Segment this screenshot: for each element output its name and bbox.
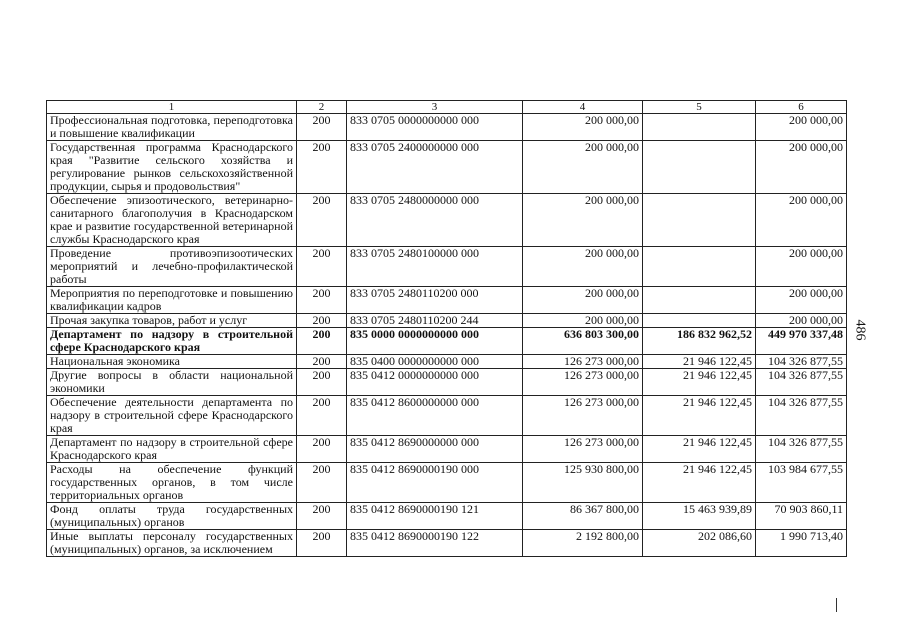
cell-kbk: 835 0000 0000000000 000	[347, 328, 523, 355]
cell-name: Иные выплаты персоналу государственных (муниципальных) органов, за исключением	[47, 530, 297, 557]
column-number: 1	[47, 101, 297, 114]
table-row	[47, 503, 847, 530]
column-number: 6	[756, 101, 847, 114]
cell-kbk: 835 0412 8690000000 000	[347, 436, 523, 463]
cell-code: 200	[297, 503, 347, 530]
cell-code: 200	[297, 355, 347, 369]
cell-v5	[643, 314, 756, 328]
table-row	[47, 114, 847, 141]
cell-code: 200	[297, 247, 347, 287]
table-row	[47, 355, 847, 369]
cell-v4: 126 273 000,00	[523, 436, 643, 463]
cell-name: Проведение противоэпизоотических мероприятий и лечебно-профилактической работы	[47, 247, 297, 287]
cell-code: 200	[297, 141, 347, 194]
cell-v6: 104 326 877,55	[756, 436, 847, 463]
table-row	[47, 369, 847, 396]
cell-name: Профессиональная подготовка, переподготовка и повышение квалификации	[47, 114, 297, 141]
cell-v4: 125 930 800,00	[523, 463, 643, 503]
table-row	[47, 141, 847, 194]
cell-v6: 200 000,00	[756, 247, 847, 287]
margin-mark	[836, 598, 837, 612]
budget-table	[46, 100, 847, 557]
column-number: 5	[643, 101, 756, 114]
cell-v6: 1 990 713,40	[756, 530, 847, 557]
cell-v6: 104 326 877,55	[756, 369, 847, 396]
table-row	[47, 530, 847, 557]
column-number: 3	[347, 101, 523, 114]
cell-v4: 200 000,00	[523, 247, 643, 287]
cell-v4: 200 000,00	[523, 114, 643, 141]
cell-v4: 636 803 300,00	[523, 328, 643, 355]
cell-v6: 103 984 677,55	[756, 463, 847, 503]
cell-v5: 21 946 122,45	[643, 355, 756, 369]
cell-v5	[643, 194, 756, 247]
cell-kbk: 835 0412 8690000190 000	[347, 463, 523, 503]
cell-name: Государственная программа Краснодарского края "Развитие сельского хозяйства и регулирование рынков сельскохозяйственной продукции, сырья и продовольствия"	[47, 141, 297, 194]
column-number: 2	[297, 101, 347, 114]
cell-v6: 104 326 877,55	[756, 355, 847, 369]
cell-v5: 21 946 122,45	[643, 436, 756, 463]
table-row	[47, 247, 847, 287]
cell-v4: 86 367 800,00	[523, 503, 643, 530]
cell-v4: 200 000,00	[523, 194, 643, 247]
table-row	[47, 463, 847, 503]
cell-v6: 200 000,00	[756, 141, 847, 194]
cell-kbk: 835 0400 0000000000 000	[347, 355, 523, 369]
cell-v6: 200 000,00	[756, 287, 847, 314]
cell-code: 200	[297, 114, 347, 141]
table-body	[47, 114, 847, 557]
cell-v6: 449 970 337,48	[756, 328, 847, 355]
cell-kbk: 835 0412 0000000000 000	[347, 369, 523, 396]
cell-v5: 15 463 939,89	[643, 503, 756, 530]
cell-v4: 2 192 800,00	[523, 530, 643, 557]
cell-kbk: 835 0412 8600000000 000	[347, 396, 523, 436]
cell-kbk: 833 0705 2400000000 000	[347, 141, 523, 194]
cell-v4: 200 000,00	[523, 287, 643, 314]
cell-kbk: 833 0705 2480000000 000	[347, 194, 523, 247]
cell-v5: 186 832 962,52	[643, 328, 756, 355]
cell-v6: 104 326 877,55	[756, 396, 847, 436]
cell-name: Расходы на обеспечение функций государственных органов, в том числе территориальных органов	[47, 463, 297, 503]
cell-name: Мероприятия по переподготовке и повышению квалификации кадров	[47, 287, 297, 314]
cell-v5: 21 946 122,45	[643, 369, 756, 396]
table-row	[47, 194, 847, 247]
cell-v5	[643, 287, 756, 314]
cell-code: 200	[297, 396, 347, 436]
column-number: 4	[523, 101, 643, 114]
cell-kbk: 833 0705 2480100000 000	[347, 247, 523, 287]
cell-name: Другие вопросы в области национальной экономики	[47, 369, 297, 396]
cell-v5	[643, 114, 756, 141]
cell-kbk: 833 0705 2480110200 244	[347, 314, 523, 328]
cell-v6: 200 000,00	[756, 314, 847, 328]
cell-v5: 21 946 122,45	[643, 463, 756, 503]
cell-code: 200	[297, 328, 347, 355]
cell-name: Обеспечение деятельности департамента по надзору в строительной сфере Краснодарского края	[47, 396, 297, 436]
cell-name: Департамент по надзору в строительной сфере Краснодарского края	[47, 436, 297, 463]
cell-kbk: 833 0705 2480110200 000	[347, 287, 523, 314]
cell-v4: 200 000,00	[523, 314, 643, 328]
cell-code: 200	[297, 530, 347, 557]
table-row	[47, 328, 847, 355]
cell-v5: 202 086,60	[643, 530, 756, 557]
cell-code: 200	[297, 287, 347, 314]
cell-code: 200	[297, 369, 347, 396]
cell-v4: 126 273 000,00	[523, 355, 643, 369]
cell-name: Прочая закупка товаров, работ и услуг	[47, 314, 297, 328]
cell-v4: 126 273 000,00	[523, 396, 643, 436]
table-row	[47, 287, 847, 314]
table-row	[47, 436, 847, 463]
cell-kbk: 835 0412 8690000190 121	[347, 503, 523, 530]
column-numbers-row	[47, 101, 847, 114]
page-number: 486	[852, 319, 868, 341]
cell-name: Фонд оплаты труда государственных (муниципальных) органов	[47, 503, 297, 530]
cell-code: 200	[297, 194, 347, 247]
cell-v4: 200 000,00	[523, 141, 643, 194]
cell-v5	[643, 247, 756, 287]
cell-v4: 126 273 000,00	[523, 369, 643, 396]
table-row	[47, 396, 847, 436]
table-row	[47, 314, 847, 328]
cell-v5: 21 946 122,45	[643, 396, 756, 436]
cell-v5	[643, 141, 756, 194]
cell-name: Обеспечение эпизоотического, ветеринарно-санитарного благополучия в Краснодарском крае и развитие государственной ветеринарной службы Краснодарского края	[47, 194, 297, 247]
cell-code: 200	[297, 436, 347, 463]
cell-v6: 70 903 860,11	[756, 503, 847, 530]
cell-v6: 200 000,00	[756, 194, 847, 247]
cell-v6: 200 000,00	[756, 114, 847, 141]
cell-kbk: 835 0412 8690000190 122	[347, 530, 523, 557]
cell-code: 200	[297, 314, 347, 328]
cell-name: Национальная экономика	[47, 355, 297, 369]
cell-kbk: 833 0705 0000000000 000	[347, 114, 523, 141]
cell-name: Департамент по надзору в строительной сфере Краснодарского края	[47, 328, 297, 355]
cell-code: 200	[297, 463, 347, 503]
